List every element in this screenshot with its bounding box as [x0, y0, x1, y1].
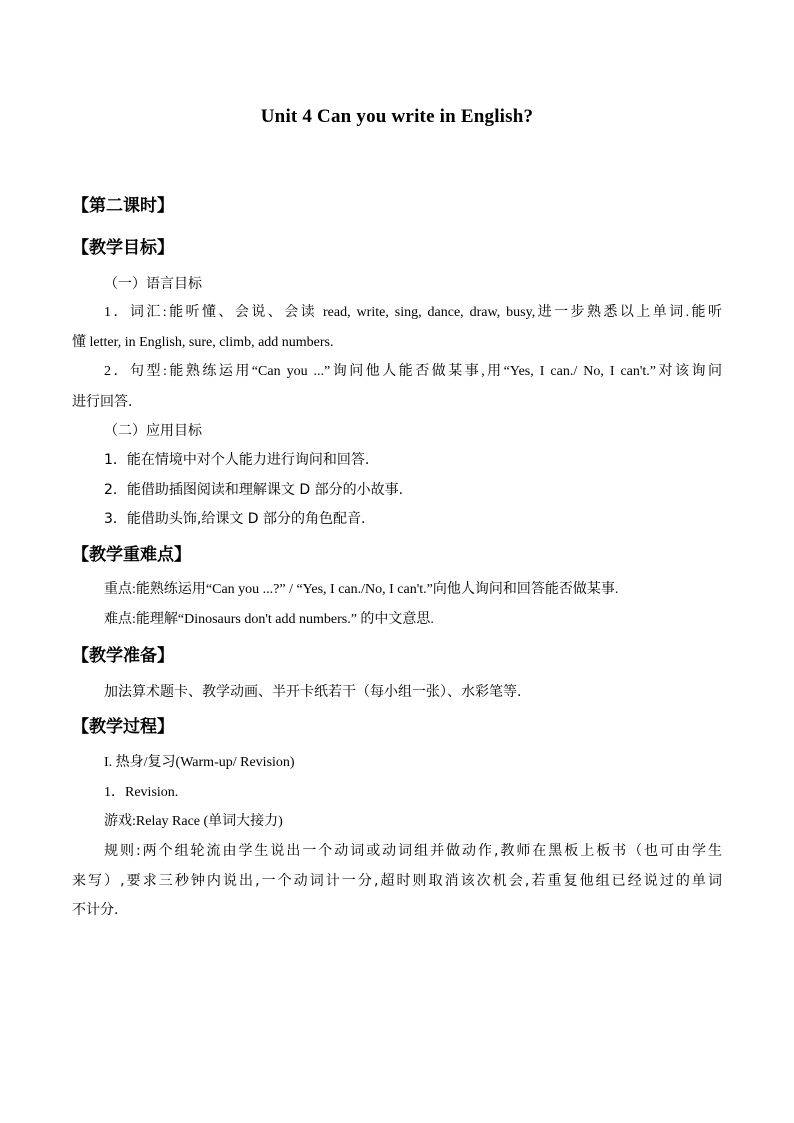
game-title: 游戏:Relay Race (单词大接力) [104, 814, 283, 829]
preparation-text: 加法算术题卡、教学动画、半开卡纸若干（每小组一张）、水彩笔等. [104, 684, 522, 700]
rules-line-1: 规则:两个组轮流由学生说出一个动词或动词组并做动作,教师在黑板上板书（也可由学生 [104, 843, 722, 859]
pattern-line-1: 2．句型:能熟练运用“Can you ...”询问他人能否做某事,用“Yes, I can./ No, I can't.”对该询问 [104, 364, 722, 379]
process-heading: 【教学过程】 [72, 717, 174, 737]
preparation-heading: 【教学准备】 [72, 646, 174, 666]
language-goal-title: （一）语言目标 [104, 276, 202, 292]
objectives-heading: 【教学目标】 [72, 238, 174, 258]
page-title: Unit 4 Can you write in English? [260, 106, 534, 127]
key-focus: 重点:能熟练运用“Can you ...?” / “Yes, I can./No, I can't.”向他人询问和回答能否做某事. [104, 582, 619, 597]
application-item-3: 3．能借助头饰,给课文 D 部分的角色配音. [104, 511, 366, 527]
rules-line-3: 不计分. [72, 902, 119, 918]
lesson-label: 【第二课时】 [72, 196, 174, 216]
step-1: 1．Revision. [104, 785, 179, 800]
rules-line-2: 来写）,要求三秒钟内说出,一个动词计一分,超时则取消该次机会,若重复他组已经说过的单词 [72, 873, 722, 889]
application-item-1: 1．能在情境中对个人能力进行询问和回答. [104, 452, 370, 468]
application-item-2: 2．能借助插图阅读和理解课文 D 部分的小故事. [104, 482, 404, 498]
vocab-line-1: 1．词汇:能听懂、会说、会读 read, write, sing, dance, draw, busy,进一步熟悉以上单词.能听 [104, 305, 722, 320]
vocab-line-2: 懂 letter, in English, sure, climb, add numbers. [72, 335, 334, 350]
step-title: I. 热身/复习(Warm-up/ Revision) [104, 755, 295, 770]
key-difficulty: 难点:能理解“Dinosaurs don't add numbers.” 的中文意思. [104, 612, 434, 627]
pattern-line-2: 进行回答. [72, 394, 133, 410]
key-points-heading: 【教学重难点】 [72, 545, 191, 565]
application-goal-title: （二）应用目标 [104, 423, 202, 439]
